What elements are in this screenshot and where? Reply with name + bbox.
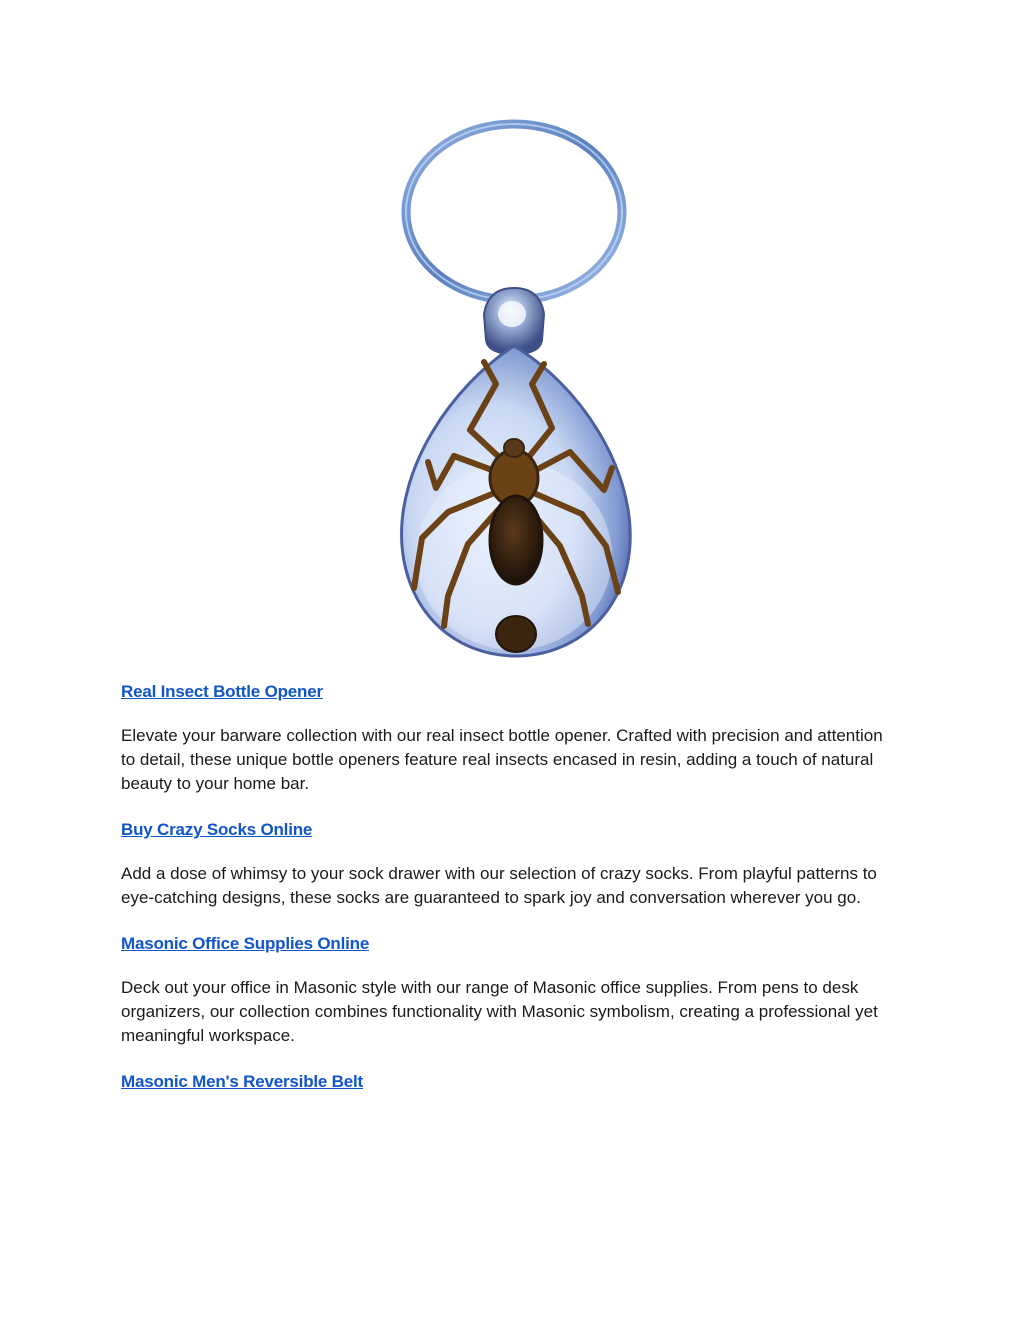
buy-crazy-socks-text: Add a dose of whimsy to your sock drawer with our selection of crazy socks. From playful patterns to eye-catching designs, these socks are guaranteed to spark joy and conversation wherever you go.	[121, 864, 877, 907]
real-insect-bottle-opener-text: Elevate your barware collection with our real insect bottle opener. Crafted with precision and attention to detail, these unique bottle openers feature real insects encased in resin, adding a touch of natural beauty to your home bar.	[121, 726, 883, 793]
buy-crazy-socks-link[interactable]: Buy Crazy Socks Online	[121, 820, 313, 839]
masonic-office-supplies-text: Deck out your office in Masonic style with our range of Masonic office supplies. From pens to desk organizers, our collection combines functionality with Masonic symbolism, creating a professional yet meaningful workspace.	[121, 978, 878, 1045]
article-content	[121, 680, 891, 1094]
key-ring-icon	[406, 124, 622, 300]
real-insect-bottle-opener-link[interactable]: Real Insect Bottle Opener	[121, 682, 323, 701]
product-image	[392, 118, 638, 660]
masonic-reversible-belt-link[interactable]: Masonic Men's Reversible Belt	[121, 1072, 363, 1091]
masonic-office-supplies-link[interactable]: Masonic Office Supplies Online	[121, 934, 370, 953]
